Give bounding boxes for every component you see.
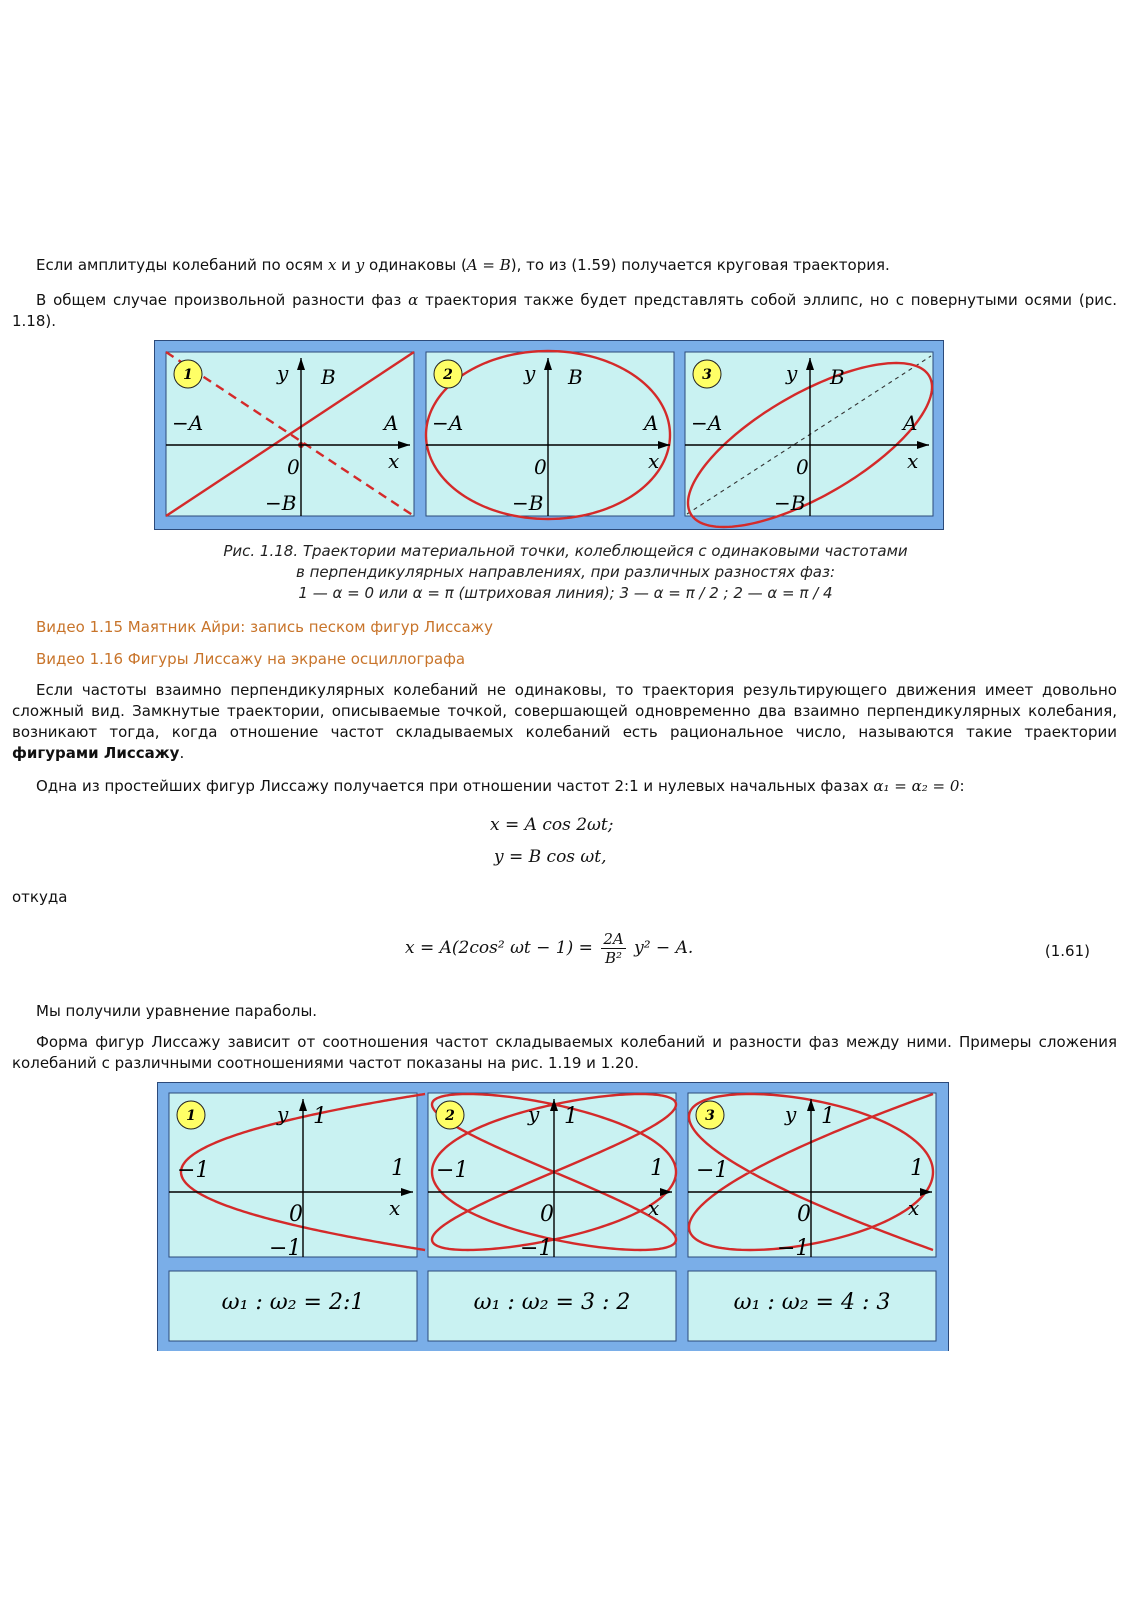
paragraph-lissajous-definition [12,680,1117,764]
paragraph-simplest-figure [12,776,1117,797]
label-minus-one-y: −1 [269,1236,302,1261]
panel-2 [428,1093,676,1261]
panel-number: 3 [702,367,712,383]
label-one-y: 1 [821,1104,835,1129]
frequency-ratio: ω₁ : ω₂ = 4 : 3 [733,1290,891,1315]
label-one-y: 1 [564,1104,578,1129]
label-zero: 0 [534,455,547,479]
figure-1-18-caption-line1: Рис. 1.18. Траектории материальной точки, колеблющейся с одинаковыми частотами [223,542,908,560]
label-minus-B: −B [774,491,806,515]
label-A: A [644,411,659,435]
panel-number: 1 [186,1108,196,1124]
label-x: x [907,449,919,473]
video-link-1-16[interactable]: Видео 1.16 Фигуры Лиссажу на экране осциллографа [36,650,466,668]
label-minus-one-y: −1 [777,1236,810,1261]
label-zero: 0 [289,1202,303,1227]
label-A: A [384,411,399,435]
panel-2 [426,351,674,519]
video-link-1-15[interactable]: Видео 1.15 Маятник Айри: запись песком фигур Лиссажу [36,618,494,636]
para4-math: α₁ = α₂ = 0 [873,777,960,795]
eq161-denominator: B² [604,949,623,967]
document-page [0,250,1131,1348]
figure-1-18-caption-line3: 1 — α = 0 или α = π (штриховая линия); 3 — α = π / 2 ; 2 — α = π / 4 [298,584,833,602]
ratio-panel-3 [688,1271,936,1341]
equation-y: y = B cos ωt, [494,847,607,867]
panel-3 [685,352,933,527]
panel-3 [688,1093,936,1261]
para1-suffix: ), то из (1.59) получается круговая траектория. [510,256,890,274]
label-B: B [321,365,336,389]
label-y: y [786,361,798,385]
eq161-right: y² − A. [634,938,694,958]
label-minus-one-x: −1 [696,1158,729,1183]
figure-1-18-caption-line2: в перпендикулярных направлениях, при различных разностях фаз: [295,563,836,581]
frequency-ratio: ω₁ : ω₂ = 3 : 2 [473,1290,631,1315]
label-one-y: 1 [313,1104,327,1129]
equation-number: (1.61) [1044,942,1090,960]
label-zero: 0 [540,1202,554,1227]
para1-mid: одинаковы ( [364,256,467,274]
para1-prefix: Если амплитуды колебаний по осям [36,256,328,274]
label-minus-A: −A [172,411,204,435]
label-zero: 0 [287,455,300,479]
label-y: y [277,361,289,385]
label-x: x [648,1196,660,1220]
paragraph-parabola: Мы получили уравнение параболы. [36,1002,318,1020]
label-B: B [830,365,845,389]
panel-number: 2 [443,367,453,383]
para2-prefix: В общем случае произвольной разности фаз [36,291,409,309]
label-B: B [568,365,583,389]
label-y: y [277,1102,289,1126]
frequency-ratio: ω₁ : ω₂ = 2:1 [221,1290,365,1315]
equation-x: x = A cos 2ωt; [490,815,614,835]
eq161-left: x = A(2cos² ωt − 1) = [405,938,593,958]
label-y: y [528,1102,540,1126]
figure-1-19-svg [158,1083,948,1351]
panel-1 [169,1093,425,1261]
label-minus-one-y: −1 [520,1236,553,1261]
label-x: x [648,449,660,473]
para4-end: : [959,777,965,795]
equation-1-61 [405,930,693,967]
label-x: x [908,1196,920,1220]
figure-1-19 [157,1082,949,1351]
label-y: y [785,1102,797,1126]
paragraph-form-dependency: Форма фигур Лиссажу зависит от соотношения частот складываемых колебаний и разности фаз между ними. Примеры сложения колебаний с различными соотношениями частот показаны на рис. 1.19 и 1.20. [12,1033,1117,1072]
label-y: y [524,361,536,385]
label-one-x: 1 [391,1156,405,1181]
paragraph-phase-difference [12,290,1117,332]
para1-y: y [355,256,365,274]
label-minus-B: −B [265,491,297,515]
label-minus-A: −A [432,411,464,435]
para1-and: и [336,256,356,274]
label-x: x [389,1196,401,1220]
label-minus-one-x: −1 [436,1158,469,1183]
panel-1 [166,352,414,516]
label-minus-A: −A [691,411,723,435]
para3-text: Если частоты взаимно перпендикулярных колебаний не одинаковы, то траектория результирующего движения имеет довольно сложный вид. Замкнутые траектории, описываемые точкой, совершающей одновременно два взаимно перпендикулярных колебания, возникают тогда, когда отношение частот складываемых колебаний есть рациональное число, называются такие траектории [12,681,1117,741]
panel-number: 2 [445,1108,455,1124]
label-one-x: 1 [910,1156,924,1181]
figure-1-18 [154,340,944,530]
para2-alpha: α [408,291,419,309]
panel-number: 3 [705,1108,715,1124]
figure-1-18-svg [155,341,943,529]
para3-end: . [179,744,185,762]
label-zero: 0 [796,455,809,479]
word-otkuda: откуда [12,888,68,906]
label-A: A [903,411,918,435]
label-zero: 0 [797,1202,811,1227]
paragraph-amplitudes [12,255,1117,276]
para1-condition: A = B [466,256,511,274]
para2-suffix: траектория также будет представлять собой эллипс, но с повернутыми осями (рис. 1.18). [12,291,1117,330]
eq161-fraction [601,930,625,967]
eq161-numerator: 2A [603,930,624,948]
ratio-panel-2 [428,1271,676,1341]
panel-number: 1 [183,367,193,383]
para3-bold-term: фигурами Лиссажу [12,744,180,762]
ratio-panel-1 [169,1271,417,1341]
label-one-x: 1 [650,1156,664,1181]
label-x: x [388,449,400,473]
label-minus-one-x: −1 [177,1158,210,1183]
label-minus-B: −B [512,491,544,515]
para1-x: x [327,256,337,274]
para4-text: Одна из простейших фигур Лиссажу получается при отношении частот 2:1 и нулевых начальных фазах [36,777,874,795]
